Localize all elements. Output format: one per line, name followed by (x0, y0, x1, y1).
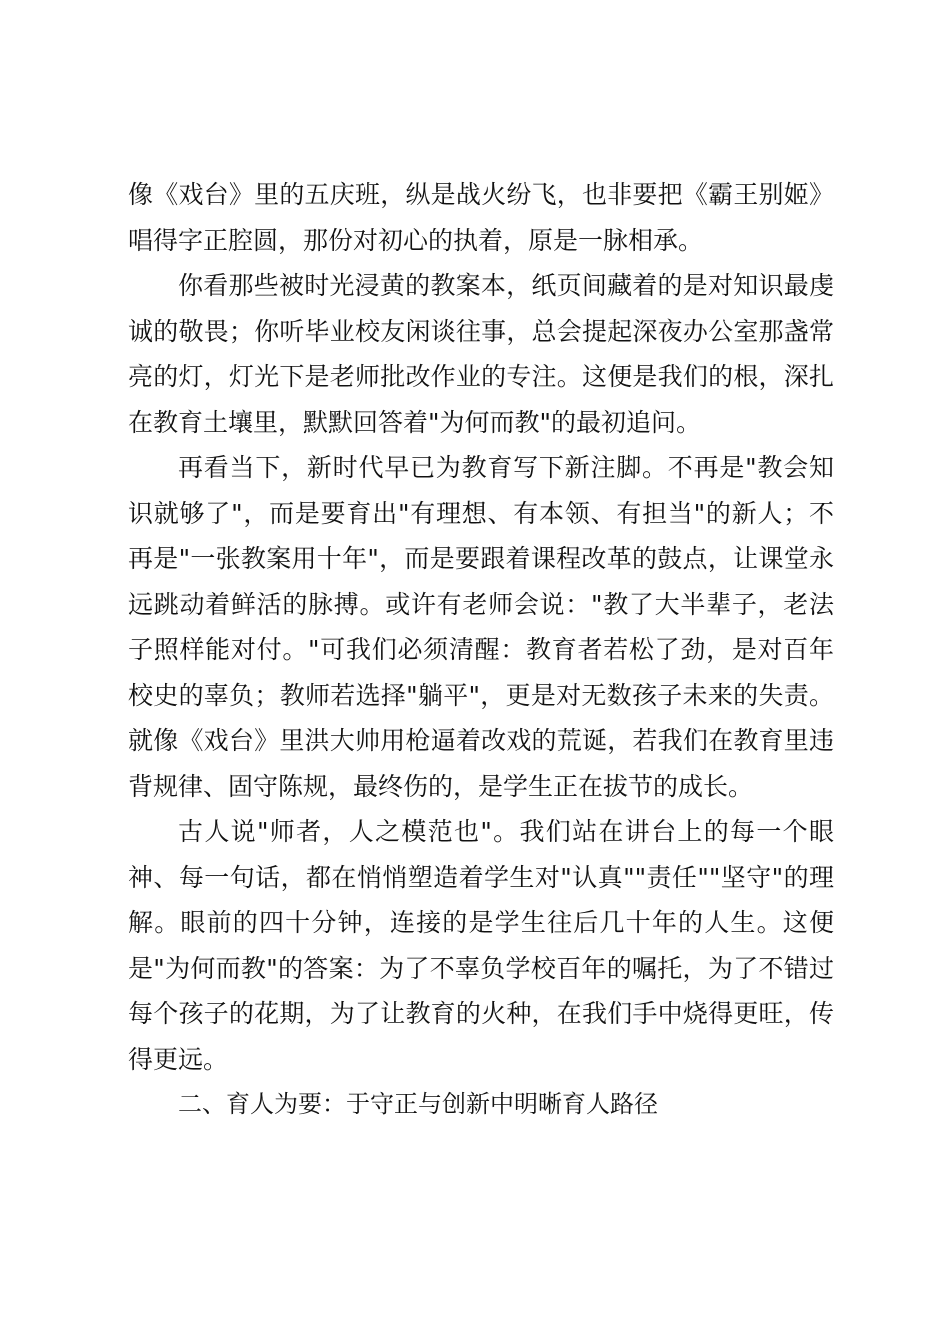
document-body (128, 172, 834, 1128)
section-heading: 二、育人为要：于守正与创新中明晰育人路径 (178, 1090, 658, 1118)
paragraph: 再看当下，新时代早已为教育写下新注脚。不再是"教会知识就够了"，而是要育出"有理想、有本领、有担当"的新人；不再是"一张教案用十年"，而是要跟着课程改革的鼓点，让课堂永远跳动着鲜活的脉搏。或许有老师会说："教了大半辈子，老法子照样能对付。"可我们必须清醒：教育者若松了劲，是对百年校史的辜负；教师若选择"躺平"，更是对无数孩子未来的失责。就像《戏台》里洪大帅用枪逼着改戏的荒诞，若我们在教育里违背规律、固守陈规，最终伤的，是学生正在拔节的成长。 (128, 453, 834, 801)
paragraph-continued: 像《戏台》里的五庆班，纵是战火纷飞，也非要把《霸王别姬》唱得字正腔圆，那份对初心的执着，原是一脉相承。 (128, 180, 834, 255)
paragraph: 古人说"师者，人之模范也"。我们站在讲台上的每一个眼神、每一句话，都在悄悄塑造着学生对"认真""责任""坚守"的理解。眼前的四十分钟，连接的是学生往后几十年的人生。这便是"为何而教"的答案：为了不辜负学校百年的嘱托，为了不错过每个孩子的花期，为了让教育的火种，在我们手中烧得更旺，传得更远。 (128, 817, 834, 1074)
paragraph: 你看那些被时光浸黄的教案本，纸页间藏着的是对知识最虔诚的敬畏；你听毕业校友闲谈往事，总会提起深夜办公室那盏常亮的灯，灯光下是老师批改作业的专注。这便是我们的根，深扎在教育土壤里，默默回答着"为何而教"的最初追问。 (128, 271, 834, 437)
